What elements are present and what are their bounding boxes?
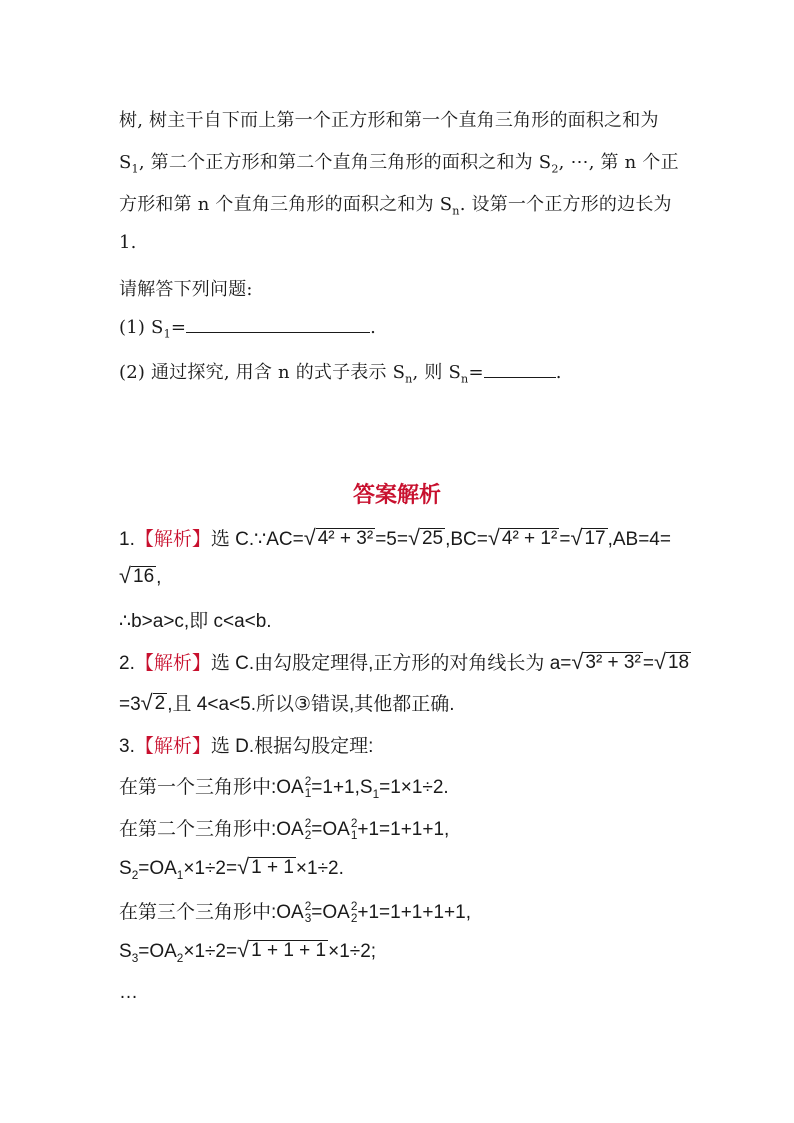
- sqrt-expression: √ 4² + 1²: [487, 525, 558, 550]
- sqrt-expression: √ 1 + 1: [237, 854, 294, 879]
- problem-line-2: $S_1$, 第二个正方形和第二个直角三角形的面积之和为 $S_2$, ⋯, 第 n 个正: [119, 152, 679, 176]
- answer-3-line-4: $S_2=OA_1\times 1\div 2=$ √ 1 + 1 ×1÷2.: [119, 854, 344, 882]
- answer-2-line-1: 2.【解析】选 C.由勾股定理得,正方形的对角线长为 a= √ 3² + 3² = √ 18: [119, 649, 690, 674]
- answer-3-line-2: 在第一个三角形中:OA 2 1 $=1+1,S_1=1\times 1\div 2$.: [119, 775, 449, 801]
- answer-blank-2: [484, 361, 556, 378]
- sqrt-expression: √ 2: [140, 690, 166, 715]
- sqrt-expression: √ 17: [570, 525, 606, 550]
- sqrt-expression: √ 16: [119, 563, 155, 588]
- answer-2-line-2: =3 √ 2 ,且 4<a<5.所以③错误,其他都正确.: [119, 690, 455, 715]
- answer-3-line-6: $S_3=OA_2\times 1\div 2=$ √ 1 + 1 + 1 ×1÷2;: [119, 937, 377, 965]
- sqrt-expression: √ 4² + 3²: [303, 525, 374, 550]
- answer-1-line-2: √ 16 ,: [119, 563, 162, 588]
- answer-1-line-3: ∴b>a>c,即 c<a<b.: [119, 611, 272, 632]
- answer-3-ellipsis: …: [119, 982, 138, 1003]
- analysis-tag: 【解析】: [134, 529, 211, 550]
- analysis-tag: 【解析】: [134, 736, 211, 757]
- sqrt-expression: √ 3² + 3²: [571, 649, 641, 674]
- sqrt-expression: √ 1 + 1 + 1: [237, 937, 327, 962]
- answer-3-line-5: 在第三个三角形中:OA 2 3 =OA 2 2 +1=1+1+1+1,: [119, 900, 471, 925]
- answer-1-line-1: 1.【解析】选 C.∵AC= √ 4² + 3² =5= √ 25 ,BC= √ 4² + 1² = √ 17 ,AB=4=: [119, 525, 671, 550]
- problem-line-3: 方形和第 n 个直角三角形的面积之和为 $S_n$. 设第一个正方形的边长为: [119, 194, 672, 218]
- answer-blank-1: [186, 316, 370, 333]
- answer-3-line-1: 3.【解析】选 D.根据勾股定理:: [119, 736, 374, 757]
- problem-prompt: 请解答下列问题:: [119, 279, 253, 300]
- sqrt-expression: √ 25: [407, 525, 444, 550]
- analysis-tag: 【解析】: [134, 653, 211, 674]
- question-1: (1) $S_1=$ .: [119, 317, 377, 341]
- problem-line-1: 树, 树主干自下而上第一个正方形和第一个直角三角形的面积之和为: [119, 110, 659, 131]
- question-2: (2) 通过探究, 用含 n 的式子表示 $S_n$, 则 $S_n=$ .: [119, 362, 562, 386]
- sqrt-expression: √ 18: [653, 649, 690, 674]
- problem-line-4: 1.: [119, 232, 137, 253]
- answers-title: 答案解析: [352, 483, 441, 508]
- answer-3-line-3: 在第二个三角形中:OA 2 2 =OA 2 1 +1=1+1+1,: [119, 817, 450, 842]
